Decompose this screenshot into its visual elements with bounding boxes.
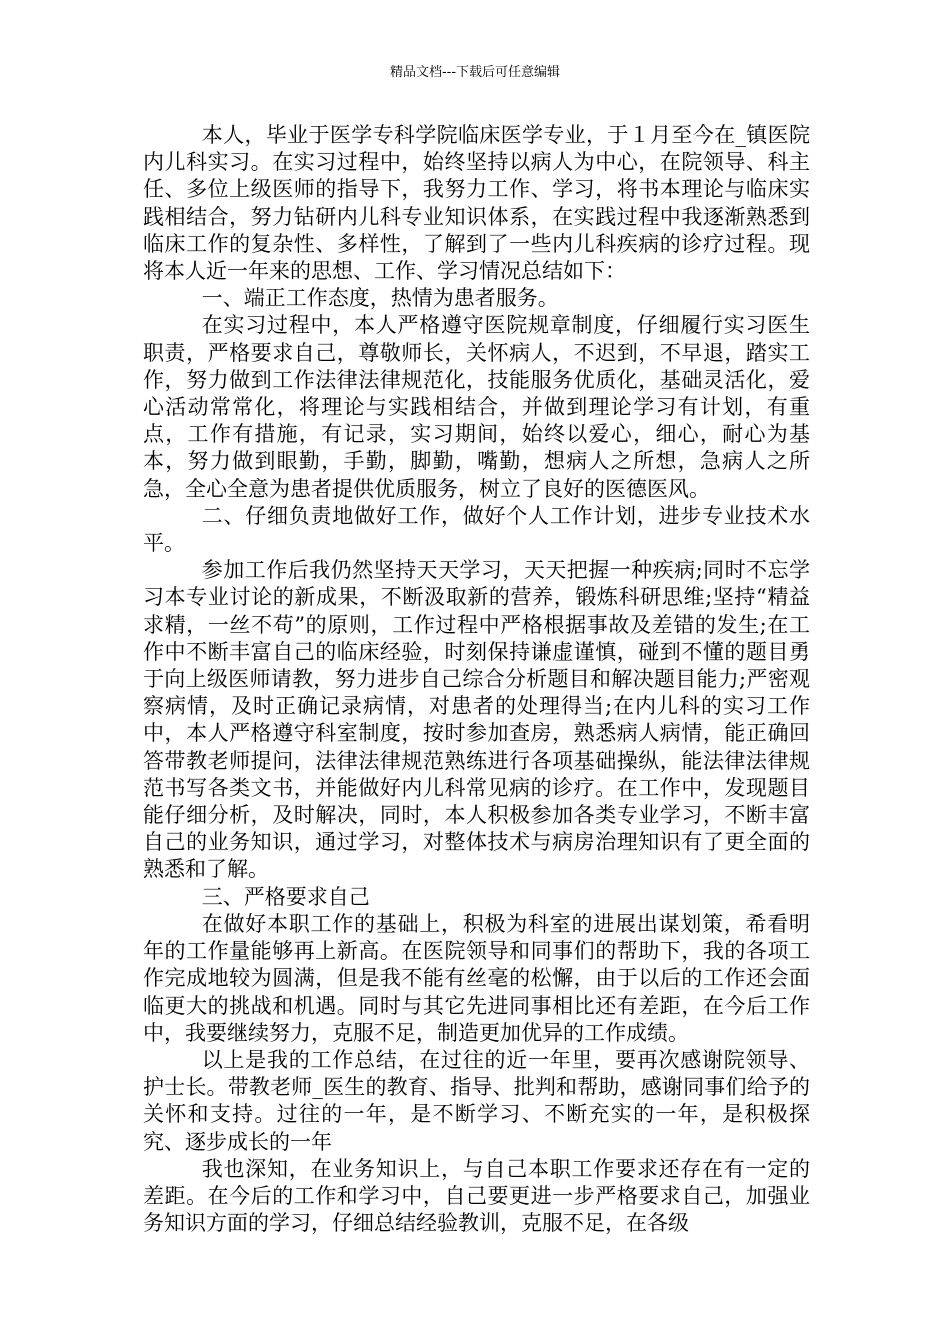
paragraph-summary: 以上是我的工作总结，在过往的近一年里，要再次感谢院领导、护士长。带教老师_医生的教育、指导、批判和帮助，感谢同事们给予的关怀和支持。过往的一年，是不断学习、不断充实的一年，是积极探究、逐步成长的一年 <box>143 1047 810 1154</box>
paragraph-section-1: 在实习过程中，本人严格遵守医院规章制度，仔细履行实习医生职责，严格要求自己，尊敬师长，关怀病人，不迟到，不早退，踏实工作，努力做到工作法律法律规范化，技能服务优质化，基础灵活化，爱心活动常常化，将理论与实践相结合，并做到理论学习有计划，有重点，工作有措施，有记录，实习期间，始终以爱心，细心，耐心为基本，努力做到眼勤，手勤，脚勤，嘴勤，想病人之所想，急病人之所急，全心全意为患者提供优质服务，树立了良好的医德医风。 <box>143 313 810 501</box>
section-heading-2: 二、仔细负责地做好工作，做好个人工作计划，进步专业技术水平。 <box>143 503 810 556</box>
paragraph-section-2: 参加工作后我仍然坚持天天学习，天天把握一种疾病;同时不忘学习本专业讨论的新成果，不断汲取新的营养，锻炼科研思维;坚持“精益求精，一丝不苟”的原则，工作过程中严格根据事故及差错的发生;在工作中不断丰富自己的临床经验，时刻保持谦虚谨慎，碰到不懂的题目勇于向上级医师请教，努力进步自己综合分析题目和解决题目能力;严密观察病情，及时正确记录病情，对患者的处理得当;在内儿科的实习工作中，本人严格遵守科室制度，按时参加查房，熟悉病人病情，能正确回答带教老师提问，法律法律规范熟练进行各项基础操纵，能法律法律规范书写各类文书，并能做好内儿科常见病的诊疗。在工作中，发现题目能仔细分析，及时解决，同时，本人积极参加各类专业学习，不断丰富自己的业务知识，通过学习，对整体技术与病房治理知识有了更全面的熟悉和了解。 <box>143 558 810 882</box>
document-body <box>143 122 810 1237</box>
section-heading-3: 三、严格要求自己 <box>201 884 370 909</box>
page-header: 精品文档---下载后可任意编辑 <box>389 65 561 80</box>
paragraph-intro: 本人，毕业于医学专科学院临床医学专业，于１月至今在_镇医院内儿科实习。在实习过程中，始终坚持以病人为中心，在院领导、科主任、多位上级医师的指导下，我努力工作、学习，将书本理论与临床实践相结合，努力钻研内儿科专业知识体系，在实践过程中我逐渐熟悉到临床工作的复杂性、多样性，了解到了一些内儿科疾病的诊疗过程。现将本人近一年来的思想、工作、学习情况总结如下： <box>143 123 810 284</box>
section-heading-1: 一、端正工作态度，热情为患者服务。 <box>201 286 559 311</box>
paragraph-section-3: 在做好本职工作的基础上，积极为科室的进展出谋划策，希看明年的工作量能够再上新高。在医院领导和同事们的帮助下，我的各项工作完成地较为圆满，但是我不能有丝毫的松懈，由于以后的工作还会面临更大的挑战和机遇。同时与其它先进同事相比还有差距，在今后工作中，我要继续努力，克服不足，制造更加优异的工作成绩。 <box>143 911 810 1045</box>
paragraph-closing: 我也深知，在业务知识上，与自己本职工作要求还存在有一定的差距。在今后的工作和学习中，自己要更进一步严格要求自己，加强业务知识方面的学习，仔细总结经验教训，克服不足，在各级 <box>143 1156 810 1236</box>
